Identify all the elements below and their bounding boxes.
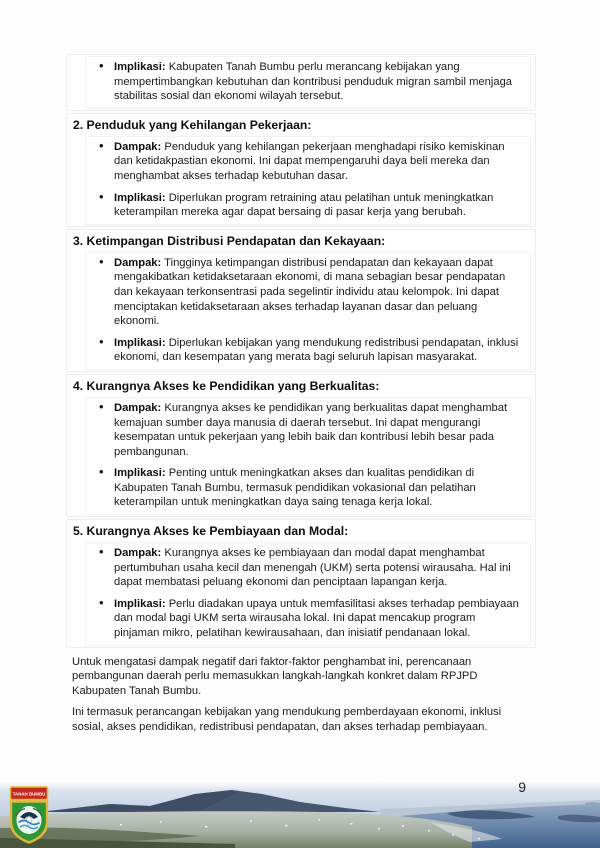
bullet-label: Dampak:	[114, 547, 162, 560]
bullet-list	[85, 542, 531, 646]
bullet-label: Implikasi:	[114, 61, 166, 73]
section-5-akses-pembiayaan	[66, 519, 536, 648]
bullet-item	[97, 140, 522, 184]
logo-banner-text: TANAH BUMBU	[12, 791, 46, 797]
footer-photo-image	[0, 782, 600, 848]
bullet-item	[97, 466, 522, 510]
bullet-text: Kurangnya akses ke pendidikan yang berkualitas dapat menghambat kemajuan sumber daya manusia di daerah tersebut. Ini dapat mengurangi kesempatan untuk pekerjaan yang lebih baik dan kontribusi lebih besar pada pembangunan.	[114, 401, 508, 458]
bullet-item	[97, 597, 522, 641]
section-3-ketimpangan-distribusi	[66, 229, 536, 372]
tanah-bumbu-logo	[7, 786, 51, 844]
footer-photo	[0, 782, 600, 848]
intro-implication-section	[66, 54, 536, 111]
section-heading: 3. Ketimpangan Distribusi Pendapatan dan Kekayaan:	[73, 233, 386, 248]
bullet-item	[97, 401, 522, 459]
page-number: 9	[518, 779, 526, 795]
bullet-text: Kurangnya akses ke pembiayaan dan modal dapat menghambat pertumbuhan usaha kecil dan menengah (UKM) serta potensi wirausaha. Hal ini dapat membatasi peluang ekonomi dan penciptaan lapangan kerja.	[114, 547, 511, 589]
bullet-list	[85, 136, 531, 225]
closing-paragraph-2: Ini termasuk perancangan kebijakan yang mendukung pemberdayaan ekonomi, inklusi sosial, akses pendidikan, redistribusi pendapatan, dan akses terhadap pembiayaan.	[72, 706, 502, 733]
bullet-text: Penduduk yang kehilangan pekerjaan menghadapi risiko kemiskinan dan ketidakpastian ekonomi. Ini dapat mempengaruhi daya beli mereka dan menghambat akses terhadap kebutuhan dasar.	[114, 140, 505, 182]
bullet-label: Implikasi:	[114, 191, 166, 204]
bullet-text: Diperlukan program retraining atau pelatihan untuk meningkatkan keterampilan mereka agar dapat bersaing di pasar kerja yang berubah.	[114, 191, 494, 219]
bullet-label: Implikasi:	[114, 597, 166, 610]
bullet-list	[85, 56, 531, 109]
bullet-list	[85, 252, 531, 370]
bullet-text: Penting untuk meningkatkan akses dan kualitas pendidikan di Kabupaten Tanah Bumbu, termasuk pendidikan vokasional dan pelatihan keterampilan untuk meningkatkan daya saing tenaga kerja lokal.	[114, 467, 476, 509]
bullet-label: Implikasi:	[114, 336, 166, 349]
section-heading: 2. Penduduk yang Kehilangan Pekerjaan:	[73, 117, 312, 132]
bullet-text: Diperlukan kebijakan yang mendukung redistribusi pendapatan, inklusi ekonomi, dan kesempatan yang merata bagi seluruh lapisan masyarakat.	[114, 336, 519, 364]
bullet-item	[97, 546, 522, 590]
bullet-item	[97, 191, 522, 220]
bullet-text: Tingginya ketimpangan distribusi pendapatan dan kekayaan dapat mengakibatkan ketidaksetaraan ekonomi, di mana sebagian besar pendapatan dan kekayaan terkonsentrasi pada segelintir individu atau kelompok. Ini dapat menciptakan ketidaksetaraan akses terhadap layanan dasar dan peluang ekonomi.	[114, 256, 506, 328]
document-content	[66, 54, 536, 735]
closing-paragraph-1: Untuk mengatasi dampak negatif dari faktor-faktor penghambat ini, perencanaan pembangunan daerah perlu memasukkan langkah-langkah konkret dalam RPJPD Kabupaten Tanah Bumbu.	[72, 655, 478, 697]
bullet-label: Dampak:	[114, 401, 162, 414]
bullet-item	[97, 336, 522, 365]
bullet-label: Implikasi:	[114, 467, 166, 480]
section-4-akses-pendidikan	[66, 374, 536, 517]
bullet-text: Perlu diadakan upaya untuk memfasilitasi akses terhadap pembiayaan dan modal bagi UKM serta wirausaha lokal. Ini dapat mencakup program pinjaman mikro, pelatihan kewirausahaan, dan inisiatif pendanaan lokal.	[114, 597, 519, 640]
section-heading: 4. Kurangnya Akses ke Pendidikan yang Berkualitas:	[73, 378, 380, 393]
section-2-penduduk-kehilangan-pekerjaan	[66, 113, 536, 227]
intro-implication-bullet	[97, 60, 522, 104]
bullet-item	[97, 256, 522, 329]
bullet-list	[85, 397, 531, 515]
bullet-label: Dampak:	[114, 256, 162, 269]
bullet-text: Kabupaten Tanah Bumbu perlu merancang kebijakan yang mempertimbangkan kebutuhan dan kontribusi penduduk migran sambil menjaga stabilitas sosial dan ekonomi wilayah tersebut.	[114, 61, 513, 103]
bullet-label: Dampak:	[114, 140, 162, 153]
section-heading: 5. Kurangnya Akses ke Pembiayaan dan Modal:	[73, 524, 349, 539]
